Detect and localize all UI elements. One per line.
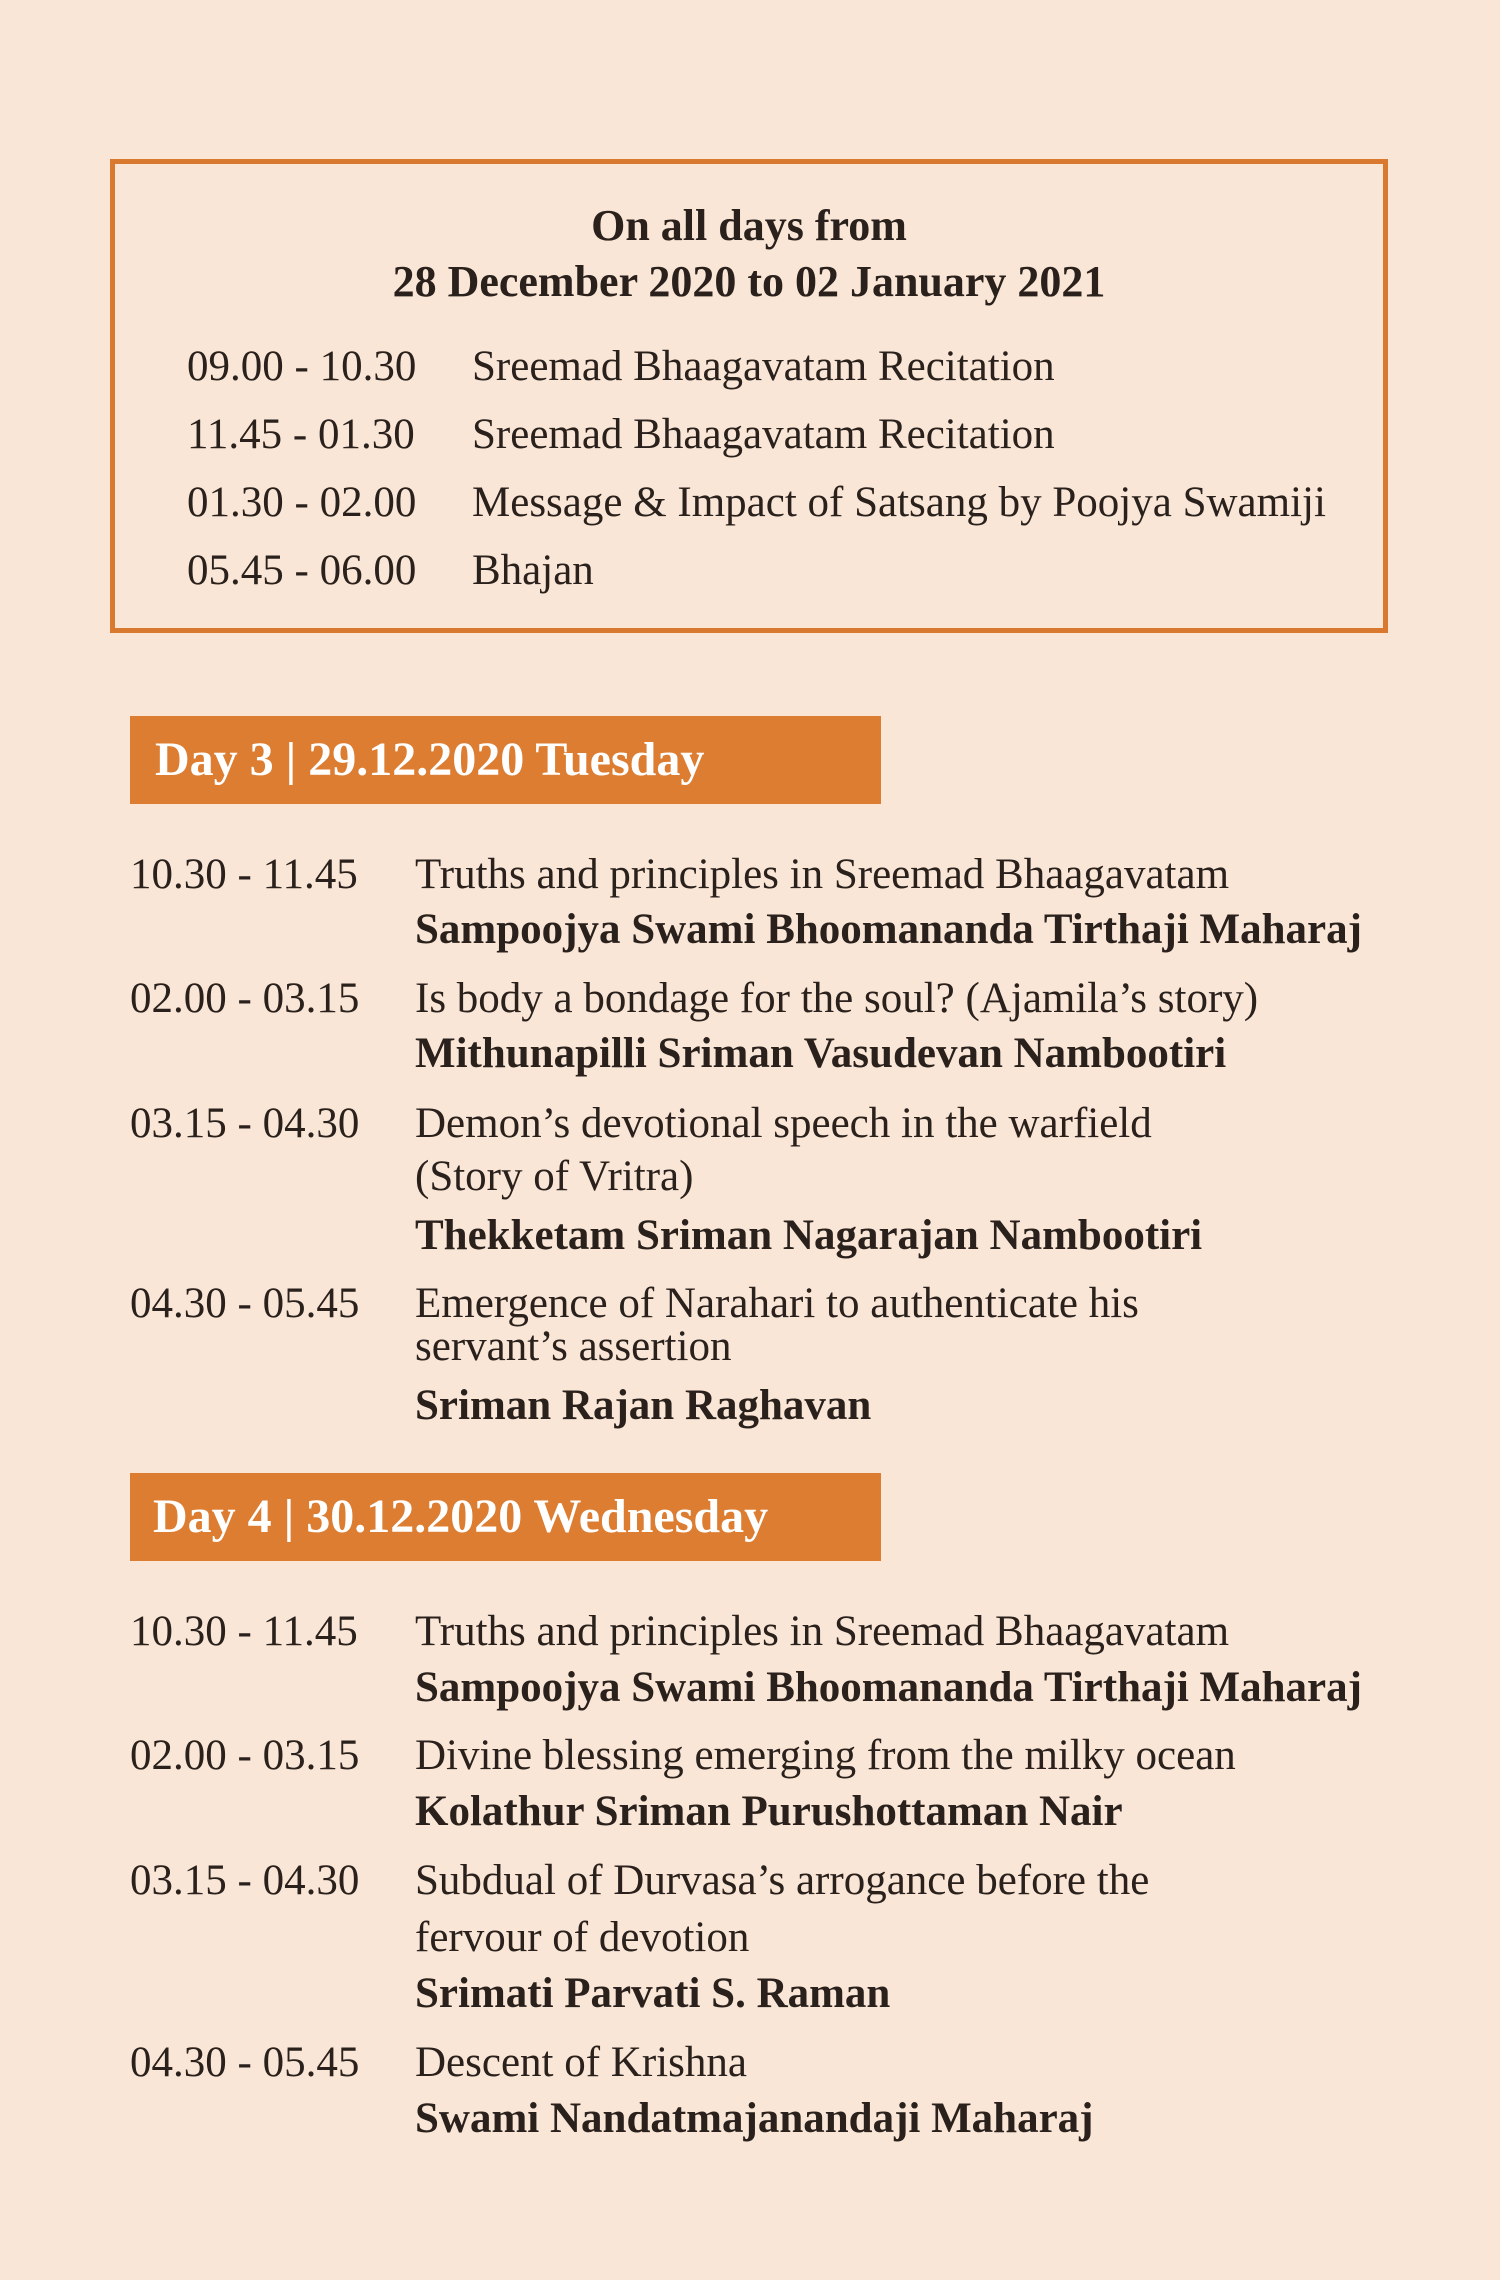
schedule-row: [187, 409, 1055, 461]
schedule-time: 11.45 - 01.30: [187, 411, 415, 458]
day-3-header: Day 3 | 29.12.2020 Tuesday: [130, 716, 881, 804]
session-time: 04.30 - 05.45: [130, 1280, 360, 1327]
schedule-time: 09.00 - 10.30: [187, 343, 417, 390]
schedule-row: [187, 545, 594, 597]
session-time: 02.00 - 03.15: [130, 975, 360, 1022]
session-speaker: Mithunapilli Sriman Vasudevan Nambootiri: [415, 1030, 1227, 1077]
daily-schedule-box: [110, 159, 1388, 633]
session-title: Subdual of Durvasa’s arrogance before the: [415, 1857, 1150, 1904]
session-title: Divine blessing emerging from the milky ocean: [415, 1732, 1236, 1779]
session-time: 02.00 - 03.15: [130, 1732, 360, 1779]
schedule-time: 01.30 - 02.00: [187, 479, 417, 526]
session-title: Truths and principles in Sreemad Bhaagavatam: [415, 1608, 1230, 1655]
schedule-box-title: On all days from: [591, 201, 907, 250]
session-time: 10.30 - 11.45: [130, 851, 358, 898]
schedule-row: [187, 477, 1326, 529]
day-4-header: Day 4 | 30.12.2020 Wednesday: [130, 1473, 881, 1561]
session-speaker: Kolathur Sriman Purushottaman Nair: [415, 1788, 1123, 1835]
session-title: Demon’s devotional speech in the warfield: [415, 1100, 1152, 1147]
schedule-event: Sreemad Bhaagavatam Recitation: [472, 343, 1055, 390]
schedule-event: Bhajan: [472, 547, 594, 594]
session-speaker: Sampoojya Swami Bhoomananda Tirthaji Maharaj: [415, 1664, 1362, 1711]
session-speaker: Thekketam Sriman Nagarajan Nambootiri: [415, 1212, 1203, 1259]
schedule-row: [187, 341, 1055, 393]
session-title: Emergence of Narahari to authenticate his: [415, 1280, 1139, 1327]
session-time: 03.15 - 04.30: [130, 1100, 360, 1147]
session-title: Truths and principles in Sreemad Bhaagavatam: [415, 851, 1230, 898]
schedule-event: Message & Impact of Satsang by Poojya Swamiji: [472, 479, 1326, 526]
session-speaker: Srimati Parvati S. Raman: [415, 1970, 891, 2017]
session-title-continued: (Story of Vritra): [415, 1153, 694, 1200]
session-time: 03.15 - 04.30: [130, 1857, 360, 1904]
session-speaker: Sampoojya Swami Bhoomananda Tirthaji Maharaj: [415, 906, 1362, 953]
schedule-time: 05.45 - 06.00: [187, 547, 417, 594]
session-title-continued: servant’s assertion: [415, 1323, 732, 1370]
session-time: 04.30 - 05.45: [130, 2039, 360, 2086]
session-time: 10.30 - 11.45: [130, 1608, 358, 1655]
schedule-box-date-range: 28 December 2020 to 02 January 2021: [392, 257, 1106, 306]
schedule-event: Sreemad Bhaagavatam Recitation: [472, 411, 1055, 458]
session-speaker: Sriman Rajan Raghavan: [415, 1382, 872, 1429]
session-speaker: Swami Nandatmajanandaji Maharaj: [415, 2095, 1094, 2142]
session-title: Is body a bondage for the soul? (Ajamila’s story): [415, 975, 1259, 1022]
session-title: Descent of Krishna: [415, 2039, 747, 2086]
session-title-continued: fervour of devotion: [415, 1914, 750, 1961]
